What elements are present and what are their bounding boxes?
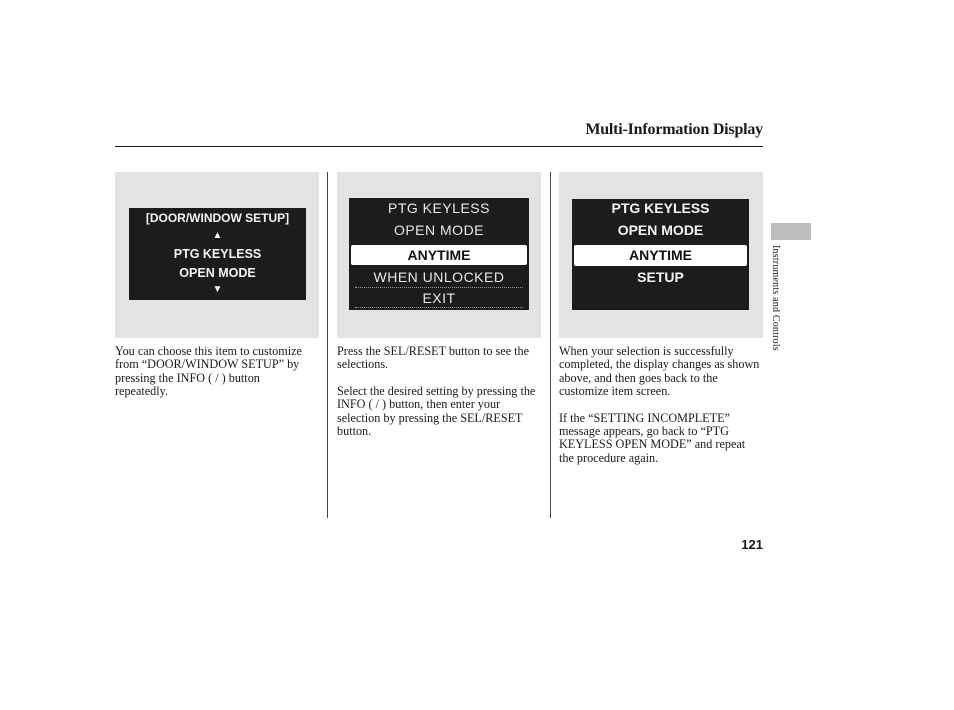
- display-screen-2: [349, 198, 529, 310]
- column-divider: [327, 172, 328, 518]
- illustration-panel-2: [337, 172, 541, 338]
- display-line: PTG KEYLESS: [611, 200, 710, 216]
- dotted-separator: [355, 287, 523, 288]
- page-number: 121: [741, 537, 763, 552]
- display-line: OPEN MODE: [393, 222, 485, 238]
- section-tab-label: Instruments and Controls: [770, 245, 781, 351]
- paragraph: Select the desired setting by pressing the INFO ( / ) button, then enter your selection by pressing the SEL/RESET button.: [337, 383, 536, 439]
- display-line: WHEN UNLOCKED: [373, 269, 505, 285]
- illustration-panel-1: [115, 172, 319, 338]
- display-line: OPEN MODE: [617, 222, 704, 238]
- page-title: Multi-Information Display: [585, 121, 763, 138]
- column-divider: [550, 172, 551, 518]
- dotted-separator: [355, 307, 523, 308]
- header-divider: [115, 146, 763, 147]
- text-column-3: [559, 345, 763, 465]
- paragraph: You can choose this item to customize from “DOOR/WINDOW SETUP” by pressing the INFO ( / ) button repeatedly.: [115, 344, 302, 399]
- display-line: PTG KEYLESS: [388, 200, 490, 216]
- display-line: PTG KEYLESS: [173, 247, 262, 261]
- paragraph: Press the SEL/RESET button to see the selections.: [337, 344, 530, 372]
- display-screen-3: [572, 199, 749, 310]
- up-arrow-icon: ▲: [212, 230, 223, 241]
- selected-option: ANYTIME: [574, 245, 747, 266]
- illustration-panel-3: [559, 172, 763, 338]
- selected-option: ANYTIME: [351, 245, 527, 265]
- display-line: SETUP: [637, 269, 684, 285]
- display-title: [DOOR/WINDOW SETUP]: [145, 211, 290, 225]
- display-line: OPEN MODE: [179, 266, 256, 280]
- display-screen-1: [129, 208, 306, 300]
- section-tab: [771, 223, 811, 240]
- text-column-2: [337, 345, 543, 438]
- text-column-1: [115, 345, 315, 399]
- paragraph: When your selection is successfully completed, the display changes as shown above, and then goes back to the customize item screen.: [559, 344, 760, 399]
- paragraph: If the “SETTING INCOMPLETE” message appears, go back to “PTG KEYLESS OPEN MODE” and repeat the procedure again.: [559, 410, 746, 465]
- down-arrow-icon: ▼: [212, 284, 223, 295]
- display-line: EXIT: [422, 290, 456, 306]
